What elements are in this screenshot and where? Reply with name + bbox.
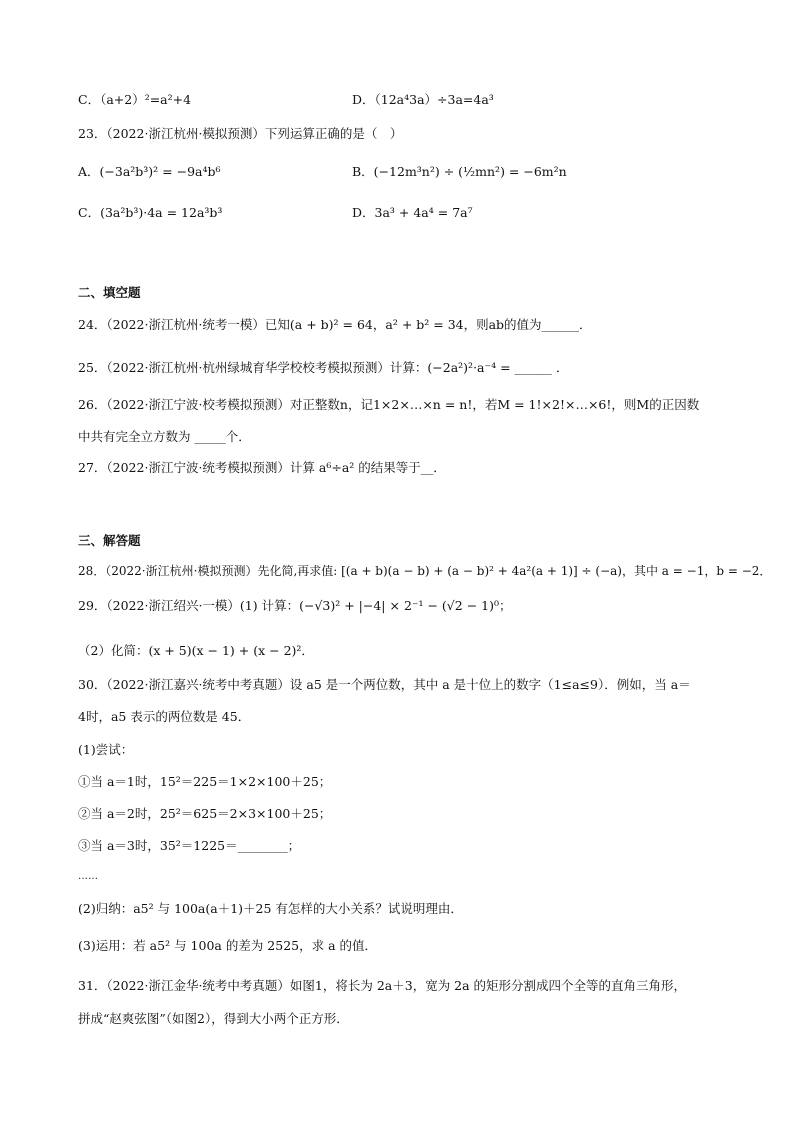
- q22-option-d: D．（12a⁴3a）÷3a=4a³: [352, 92, 494, 107]
- q26-line-1: 26．（2022·浙江宁波·校考模拟预测）对正整数n，记1×2×…×n = n!，若M = 1!×2!×…×6!，则M的正因数: [78, 397, 700, 412]
- q30-step-2: ②当 a＝2时，25²＝625＝2×3×100＋25；: [78, 806, 332, 821]
- q29-part-1: 29．（2022·浙江绍兴·一模）(1) 计算：(−√3)² + |−4| × 2⁻¹ − (√2 − 1)⁰；: [78, 598, 512, 613]
- q22-option-c: C．（a+2）²=a²+4: [78, 92, 192, 107]
- section-fill-in-heading: 二、填空题: [78, 285, 141, 300]
- q30-step-1: ①当 a＝1时，15²＝225＝1×2×100＋25；: [78, 774, 332, 789]
- q23-option-c: C．(3a²b³)·4a = 12a³b³: [78, 205, 223, 220]
- q30-part-3: (3)运用：若 a5² 与 100a 的差为 2525，求 a 的值．: [78, 938, 378, 953]
- q29-part-2: （2）化简：(x + 5)(x − 1) + (x − 2)²．: [78, 643, 314, 658]
- q27: 27．（2022·浙江宁波·统考模拟预测）计算 a⁶÷a² 的结果等于__．: [78, 460, 446, 475]
- q28: 28．（2022·浙江杭州·模拟预测）先化简,再求值: [(a + b)(a − b) + (a − b)² + 4a²(a + 1)] ÷ (−a)，其中 a = −1，b = −2．: [78, 564, 772, 578]
- q23-option-b: B．(−12m³n²) ÷ (½mn²) = −6m²n: [352, 164, 567, 179]
- q30-line-2: 4时，a5 表示的两位数是 45．: [78, 709, 251, 724]
- q23-option-a: A．(−3a²b³)² = −9a⁴b⁶: [78, 164, 221, 179]
- q30-line-1: 30．（2022·浙江嘉兴·统考中考真题）设 a5 是一个两位数，其中 a 是十位上的数字（1≤a≤9）．例如，当 a＝: [78, 677, 691, 692]
- q31-line-1: 31．（2022·浙江金华·统考中考真题）如图1，将长为 2a＋3，宽为 2a 的矩形分割成四个全等的直角三角形，: [78, 978, 687, 993]
- q25: 25．（2022·浙江杭州·杭州绿城育华学校校考模拟预测）计算：(−2a²)²·a⁻⁴ = ______ ．: [78, 360, 569, 375]
- q23-option-d: D．3a³ + 4a⁴ = 7a⁷: [352, 205, 473, 220]
- q31-line-2: 拼成“赵爽弦图”（如图2），得到大小两个正方形．: [78, 1011, 349, 1026]
- q23-stem: 23．（2022·浙江杭州·模拟预测）下列运算正确的是（ ）: [78, 126, 403, 141]
- section-answer-heading: 三、解答题: [78, 533, 141, 548]
- q26-line-2: 中共有完全立方数为 _____个．: [78, 429, 251, 444]
- q30-ellipsis: ……: [78, 871, 98, 882]
- q30-try-label: (1)尝试：: [78, 742, 134, 757]
- q30-step-3: ③当 a＝3时，35²＝1225＝________；: [78, 838, 301, 853]
- q30-part-2: (2)归纳：a5² 与 100a(a＋1)＋25 有怎样的大小关系？试说明理由．: [78, 901, 463, 916]
- q24: 24．（2022·浙江杭州·统考一模）已知(a + b)² = 64，a² + b² = 34，则ab的值为______．: [78, 317, 592, 332]
